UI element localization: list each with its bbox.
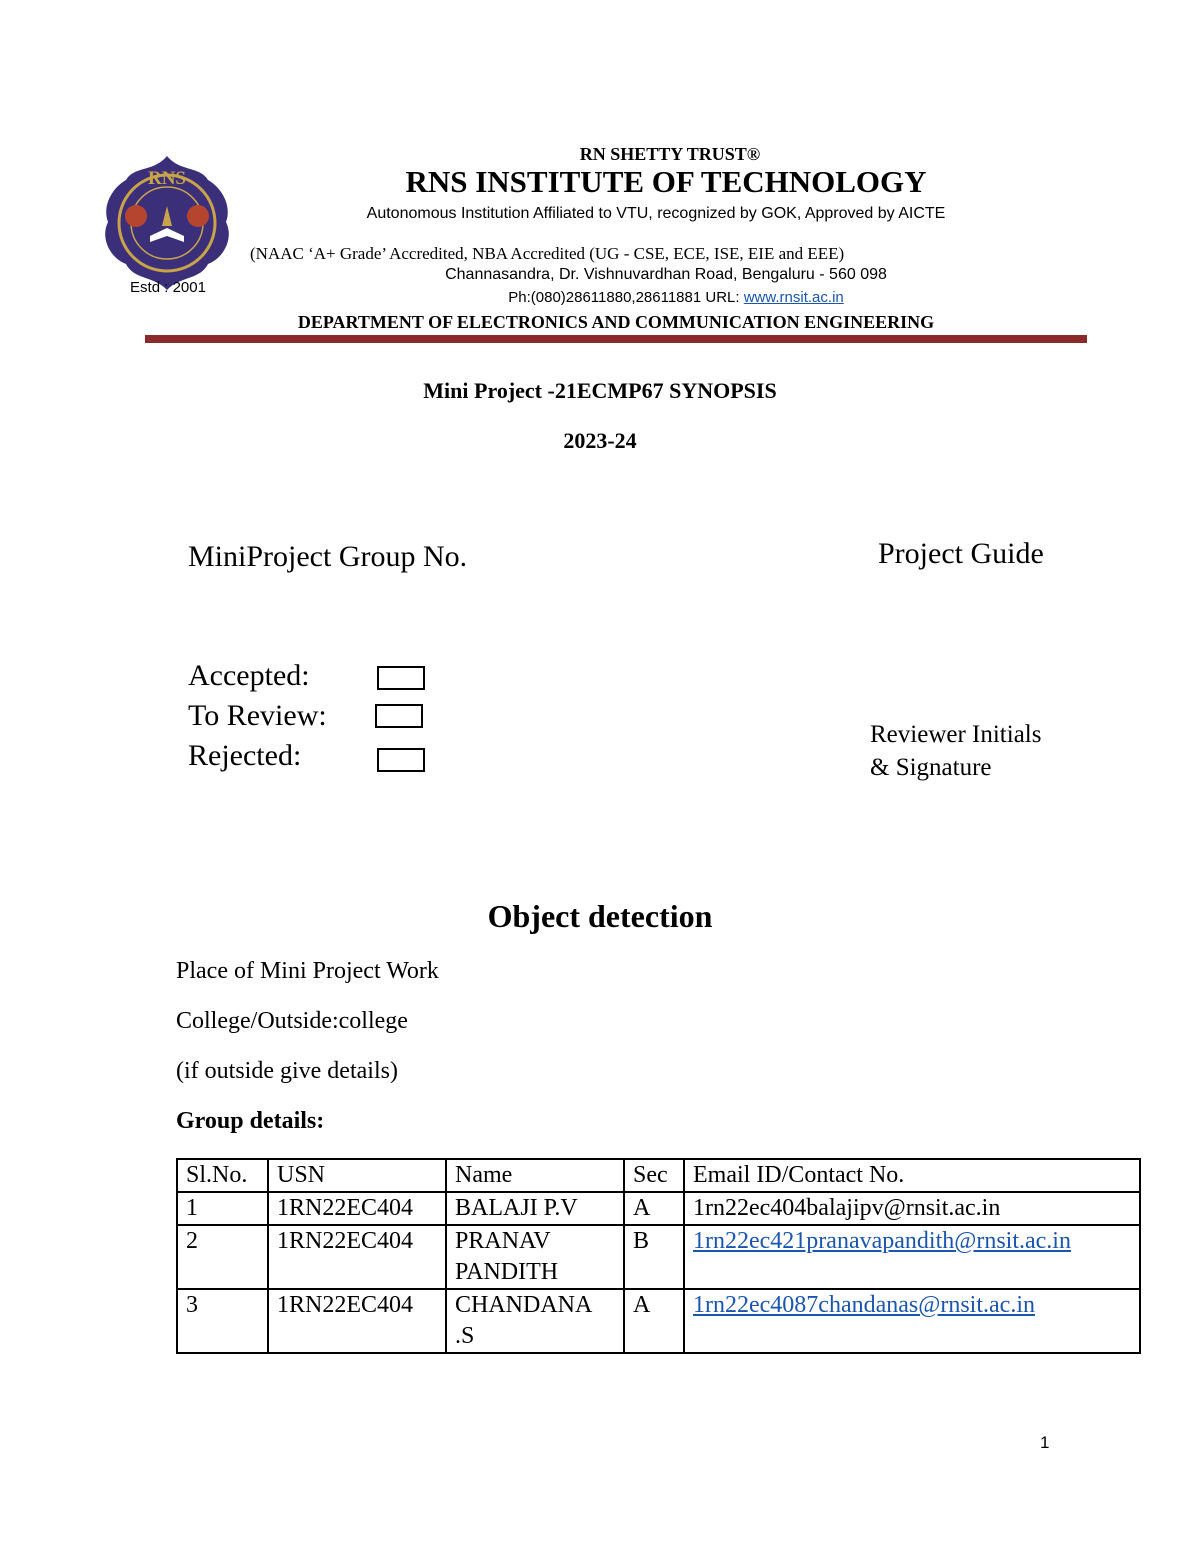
- header-slno: Sl.No.: [177, 1159, 268, 1192]
- cell-slno: 1: [177, 1192, 268, 1225]
- accepted-checkbox[interactable]: [377, 666, 425, 690]
- table-header-row: [177, 1159, 1140, 1192]
- table-row: [177, 1289, 1140, 1353]
- logo-estd: Estd : 2001: [130, 279, 206, 296]
- reviewer-signature-label: [870, 718, 1041, 784]
- to-review-checkbox[interactable]: [375, 704, 423, 728]
- cell-email-link[interactable]: 1rn22ec4087chandanas@rnsit.ac.in: [684, 1289, 1140, 1353]
- header-sec: Sec: [624, 1159, 684, 1192]
- reviewer-signature-line: & Signature: [870, 754, 992, 781]
- academic-year: 2023-24: [563, 428, 637, 453]
- reviewer-initials-line: Reviewer Initials: [870, 721, 1042, 748]
- outside-note: (if outside give details): [176, 1058, 398, 1084]
- cell-sec: A: [624, 1192, 684, 1225]
- department-name: DEPARTMENT OF ELECTRONICS AND COMMUNICATION ENGINEERING: [297, 312, 935, 332]
- cell-name: PRANAV PANDITH: [446, 1225, 624, 1289]
- cell-usn: 1RN22EC404: [268, 1289, 446, 1353]
- trust-name: RN SHETTY TRUST®: [579, 144, 761, 164]
- accepted-label: Accepted:: [188, 659, 310, 692]
- header-usn: USN: [268, 1159, 446, 1192]
- group-details-table: [176, 1158, 1141, 1354]
- institute-name: RNS INSTITUTE OF TECHNOLOGY: [405, 164, 927, 199]
- to-review-label: To Review:: [188, 699, 327, 732]
- contact-phone: Ph:(080)28611880,28611881 URL:: [508, 289, 744, 306]
- website-link[interactable]: www.rnsit.ac.in: [743, 289, 844, 306]
- cell-slno: 2: [177, 1225, 268, 1289]
- header-name: Name: [446, 1159, 624, 1192]
- table-row: [177, 1225, 1140, 1289]
- college-outside-line: College/Outside:college: [176, 1008, 408, 1034]
- header-divider: [145, 335, 1087, 343]
- cell-usn: 1RN22EC404: [268, 1192, 446, 1225]
- project-topic-title: Object detection: [487, 898, 713, 934]
- address-line: Channasandra, Dr. Vishnuvardhan Road, Bengaluru - 560 098: [445, 266, 887, 283]
- rejected-label: Rejected:: [188, 739, 302, 772]
- project-title: Mini Project -21ECMP67 SYNOPSIS: [423, 378, 777, 403]
- group-number-label: MiniProject Group No.: [188, 540, 468, 573]
- cell-name: CHANDANA .S: [446, 1289, 624, 1353]
- cell-sec: B: [624, 1225, 684, 1289]
- contact-line: [330, 289, 1022, 306]
- group-details-heading: Group details:: [176, 1108, 325, 1134]
- accreditation-line: (NAAC ‘A+ Grade’ Accredited, NBA Accredited (UG - CSE, ECE, ISE, EIE and EEE): [250, 244, 845, 263]
- header-email: Email ID/Contact No.: [684, 1159, 1140, 1192]
- page-number: 1: [1040, 1433, 1050, 1452]
- cell-slno: 3: [177, 1289, 268, 1353]
- logo-text: RNS: [147, 168, 186, 189]
- cell-sec: A: [624, 1289, 684, 1353]
- cell-email-link[interactable]: 1rn22ec421pranavapandith@rnsit.ac.in: [684, 1225, 1140, 1289]
- table-row: [177, 1192, 1140, 1225]
- project-guide-label: Project Guide: [878, 537, 1044, 570]
- cell-usn: 1RN22EC404: [268, 1225, 446, 1289]
- place-label: Place of Mini Project Work: [176, 958, 439, 984]
- affiliation-line: Autonomous Institution Affiliated to VTU, recognized by GOK, Approved by AICTE: [366, 205, 946, 222]
- rejected-checkbox[interactable]: [377, 748, 425, 772]
- cell-name: BALAJI P.V: [446, 1192, 624, 1225]
- cell-email: 1rn22ec404balajipv@rnsit.ac.in: [684, 1192, 1140, 1225]
